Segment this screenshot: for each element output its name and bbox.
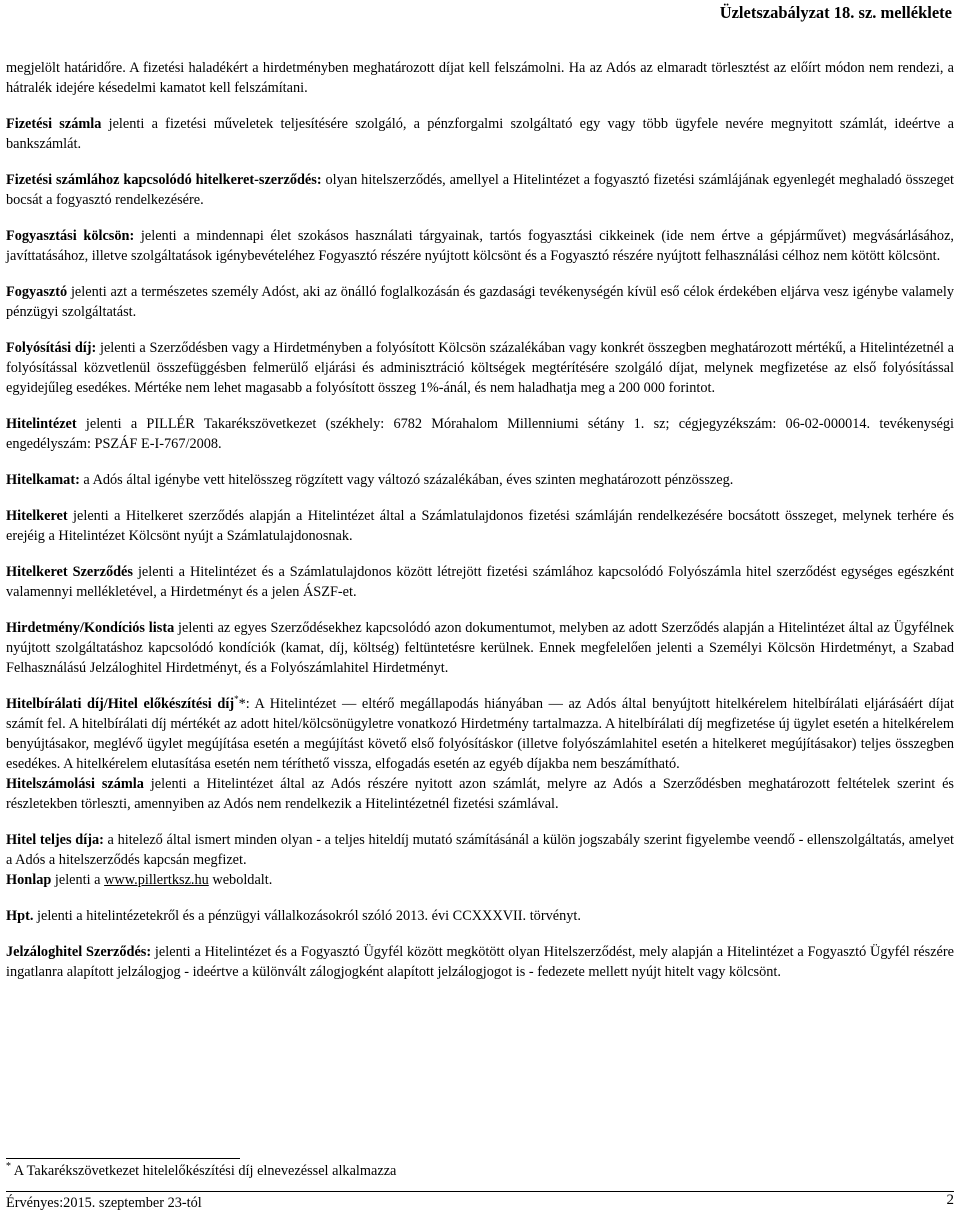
definition-text: a hitelező által ismert minden olyan - a teljes hiteldíj mutató számításánál a külön jogszabály szerint figyelembe veendő - ellenszolgáltatás, amelyet a Adós a hitelszerződés kapcsán megfizet. [6, 832, 954, 868]
definition-fizetesi-szamla [6, 114, 954, 154]
definition-hitelintezet [6, 414, 954, 454]
document-header-title: Üzletszabályzat 18. sz. melléklete [719, 3, 952, 22]
footnote-divider [6, 1158, 240, 1159]
definition-term: Hirdetmény/Kondíciós lista [6, 620, 175, 636]
definition-hitelbiralati-dij [6, 694, 954, 774]
definition-term: Folyósítási díj: [6, 340, 97, 356]
footer-divider [6, 1191, 954, 1192]
definition-text: a Adós által igénybe vett hitelösszeg rögzített vagy változó százalékában, éves szinten meghatározott pénzösszeg. [79, 472, 734, 488]
definition-folyositasi-dij [6, 338, 954, 398]
document-body [6, 58, 954, 998]
definition-text: jelenti a Hitelintézet által az Adós részére nyitott azon számlát, melyre az Adós a Szerződésben meghatározott feltételek szerint és részletekben törleszti, amennyiben az Adós nem rendelkezik a Hitelintézetnél fizetési számlával. [6, 776, 954, 812]
definition-hitelkeret-szerzodes-2 [6, 562, 954, 602]
definition-text: jelenti a [51, 872, 105, 888]
validity-date: Érvényes:2015. szeptember 23-tól [6, 1195, 202, 1211]
definition-term: Jelzáloghitel Szerződés: [6, 944, 152, 960]
definition-hitelkeret-szerzodes [6, 170, 954, 210]
definition-honlap [6, 870, 954, 890]
definition-term: Fizetési számla [6, 116, 102, 132]
definition-term: Fogyasztó [6, 284, 68, 300]
definition-term: Hitelintézet [6, 416, 77, 432]
definition-text-after: weboldalt. [208, 872, 273, 888]
definition-hitelszamolasi-szamla [6, 774, 954, 814]
definition-fogyaszto [6, 282, 954, 322]
definition-term: Hitelkamat: [6, 472, 80, 488]
definition-text: jelenti az egyes Szerződésekhez kapcsolódó azon dokumentumot, melyben az adott Szerződés alapján a Hitelintézet által az Ügyfélnek nyújtott szolgáltatáshoz kapcsolódó kondíciók (kamat, díj, költség) feltüntetésre kerülnek. Ennek megfelelően jelenti a Személyi Kölcsön Hirdetményt, a Szabad Felhasználású Jelzáloghitel Hirdetményt, és a Folyószámlahitel Hirdetményt. [6, 620, 954, 676]
footnote-text: A Takarékszövetkezet hitelelőkészítési díj elnevezéssel alkalmazza [13, 1163, 397, 1179]
footnote-reference: * [234, 694, 239, 705]
definition-hitelkeret [6, 506, 954, 546]
definition-text: jelenti a Hitelintézet és a Számlatulajdonos között létrejött fizetési számlához kapcsolódó Folyószámla hitel szerződést egységes egészként valamennyi mellékletével, a Hirdetményt és a jelen ÁSZF-et. [6, 564, 954, 600]
footnote [6, 1163, 396, 1180]
paragraph-text: megjelölt határidőre. A fizetési haladékért a hirdetményben meghatározott díjat kell felszámolni. Ha az Adós az elmaradt törlesztést az előírt módon nem rendezi, a hátralék idejére késedelmi kamatot kell felszámítani. [6, 60, 954, 96]
definition-jelzaloghitel-szerzodes [6, 942, 954, 982]
footnote-marker: * [6, 1161, 11, 1173]
definition-hitel-teljes-dija [6, 830, 954, 870]
definition-text: jelenti a Hitelkeret szerződés alapján a Hitelintézet által a Számlatulajdonos fizetési számláján rendelkezésére bocsátott összeget, melynek terhére és erejéig a Hitelintézet Kölcsönt nyújt a Számlatulajdonosnak. [6, 508, 954, 544]
definition-term: Hpt. [6, 908, 34, 924]
definition-text: jelenti a PILLÉR Takarékszövetkezet (székhely: 6782 Mórahalom Millenniumi sétány 1. sz; cégjegyzékszám: 06-02-000014. tevékenységi engedélyszám: PSZÁF E-I-767/2008. [6, 416, 954, 452]
definition-term: Hitelbírálati díj/Hitel előkészítési díj [6, 696, 235, 712]
definition-term: Hitel teljes díja: [6, 832, 104, 848]
definition-hirdetmeny [6, 618, 954, 678]
definition-term: Hitelkeret Szerződés [6, 564, 133, 580]
definition-text: *: A Hitelintézet — eltérő megállapodás hiányában — az Adós által benyújtott hitelkérelem hitelbírálati eljárásáért díjat számít fel. A hitelbírálati díj mértékét az adott hitel/kölcsönügyletre vonatkozó Hirdetmény tartalmazza. A hitelbírálati díj megfizetése új ügylet esetén a hitelkérelem benyújtásakor, meglévő ügylet megújítása esetén a megújítást követő első folyósításkor (illetve folyószámlahitel esetén a hitelkeret megújításakor) teljes összegben esedékes. A hitelkérelem elutasítása esetén nem téríthető vissza, elfogadás esetén az egyéb díjakba nem beszámítható. [6, 696, 955, 772]
page-number: 2 [946, 1192, 954, 1208]
definition-hitelkamat [6, 470, 954, 490]
definition-term: Hitelkeret [6, 508, 68, 524]
definition-text: jelenti a hitelintézetekről és a pénzügyi vállalkozásokról szóló 2013. évi CCXXXVII. törvényt. [33, 908, 581, 924]
paragraph-continuation [6, 58, 954, 98]
definition-text: jelenti a Hitelintézet és a Fogyasztó Ügyfél között megkötött olyan Hitelszerződést, mely alapján a Hitelintézet a Fogyasztó Ügyfél részére ingatlanra alapított jelzálogjog - ideértve a különvált zálogjogként alapított jelzálogjogot is - fedezete mellett nyújt hitelt vagy kölcsönt. [6, 944, 954, 980]
definition-text: olyan hitelszerződés, amellyel a Hitelintézet a fogyasztó fizetési számlájának egyenlegét meghaladó összeget bocsát a fogyasztó rendelkezésére. [6, 172, 954, 208]
definition-text: jelenti azt a természetes személy Adóst, aki az önálló foglalkozásán és gazdasági tevékenységén kívül eső célok érdekében eljárva vesz igénybe valamely pénzügyi szolgáltatást. [6, 284, 954, 320]
definition-term: Fogyasztási kölcsön: [6, 228, 135, 244]
definition-hpt [6, 906, 954, 926]
definition-term: Hitelszámolási számla [6, 776, 144, 792]
definition-fogyasztasi-kolcson [6, 226, 954, 266]
definition-term: Honlap [6, 872, 52, 888]
definition-text: jelenti a Szerződésben vagy a Hirdetményben a folyósított Kölcsön százalékában vagy konkrét összegben meghatározott mértékű, a Hitelintézetnél a folyósítással közvetlenül összefüggésben felmerülő eljárási és adminisztráció költségek megtérítésére szolgáló díjat, melynek megfizetése az első folyósítással egyidejűleg esedékes. Mértéke nem lehet magasabb a folyósított összeg 1%-ánál, és nem haladhatja meg a 200 000 forintot. [6, 340, 954, 396]
definition-text: jelenti a fizetési műveletek teljesítésére szolgáló, a pénzforgalmi szolgáltató egy vagy több ügyfele nevére megnyitott számlát, ideértve a bankszámlát. [6, 116, 954, 152]
definition-text: jelenti a mindennapi élet szokásos használati tárgyainak, tartós fogyasztási cikkeinek (ide nem értve a gépjárművet) megvásárlásához, javíttatásához, illetve szolgáltatások igénybevételéhez Fogyasztó részére nyújtott kölcsönt és a Fogyasztó részére nyújtott felhasználási célhoz nem kötött kölcsönt. [6, 228, 954, 264]
definition-term: Fizetési számlához kapcsolódó hitelkeret-szerződés: [6, 172, 322, 188]
website-link[interactable]: www.pillertksz.hu [104, 872, 209, 888]
